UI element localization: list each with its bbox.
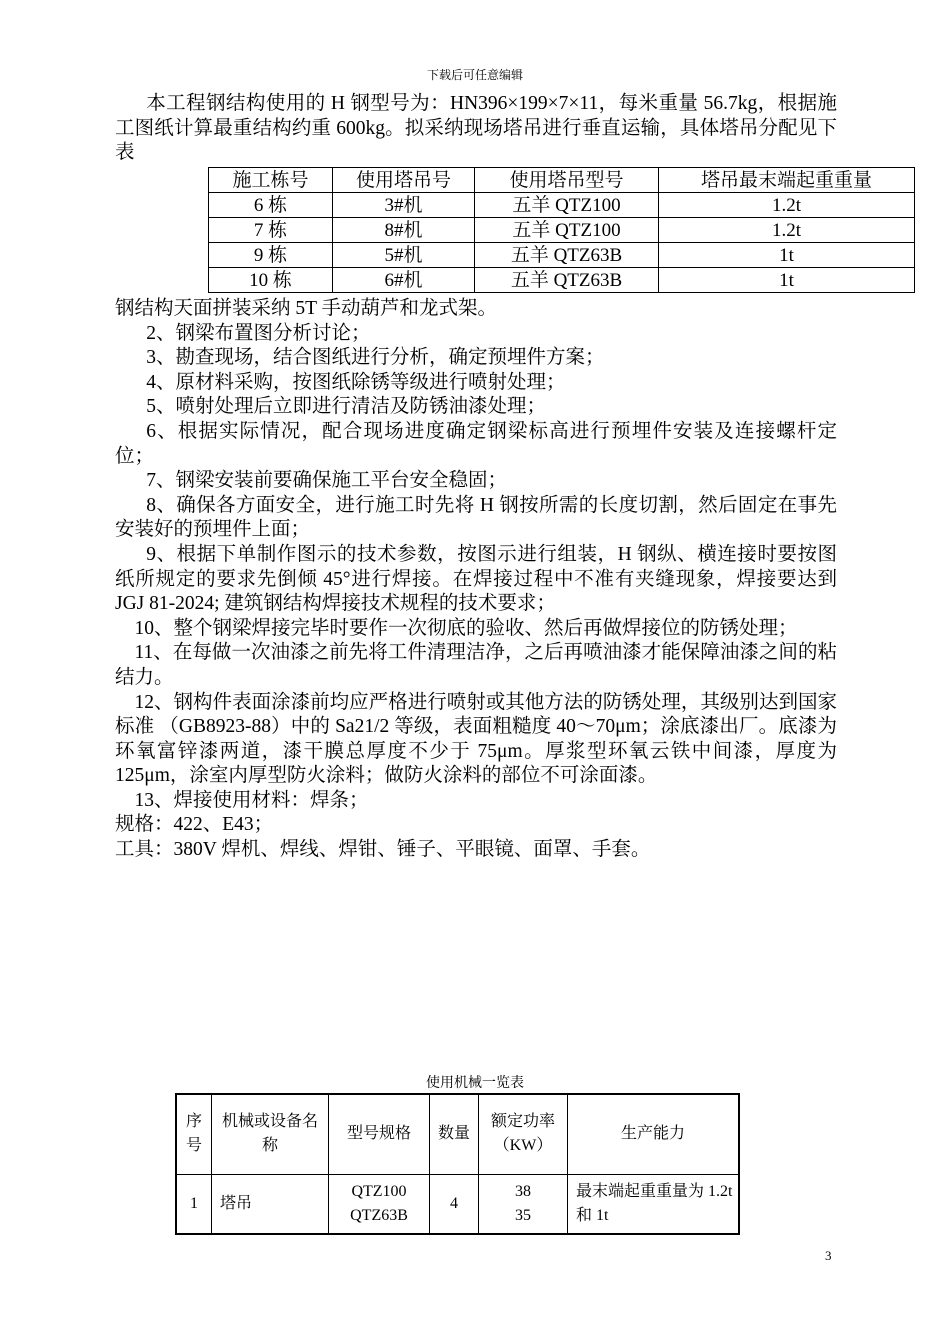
- table-row: [209, 268, 915, 293]
- table-cell: 6 栋: [209, 193, 333, 218]
- table-row: [176, 1174, 739, 1234]
- model-line: QTZ63B: [350, 1206, 408, 1224]
- paragraph: 工具：380V 焊机、焊线、焊钳、锤子、平眼镜、面罩、手套。: [115, 839, 651, 861]
- table-cell: 最末端起重重量为 1.2t 和 1t: [568, 1174, 740, 1234]
- table-row: [209, 193, 915, 218]
- header-cell: 机械或设备名 称: [212, 1094, 329, 1174]
- table-cell: 5#机: [333, 243, 475, 268]
- power-line: 35: [515, 1206, 531, 1224]
- table-header-row: [209, 168, 915, 193]
- header-cell: 数量: [430, 1094, 479, 1174]
- table-row: [209, 218, 915, 243]
- header-note: 下载后可任意编辑: [426, 68, 523, 82]
- paragraph: 4、原材料采购，按图纸除锈等级进行喷射处理；: [146, 371, 566, 393]
- table-cell: 9 栋: [209, 243, 333, 268]
- paragraph: 8、确保各方面安全，进行施工时先将 H 钢按所需的长度切割，然后固定在事先安装好的预埋件上面；: [115, 494, 837, 541]
- model-line: QTZ100: [351, 1182, 407, 1200]
- paragraph: 10、整个钢梁焊接完毕时要作一次彻底的验收、然后再做焊接位的防锈处理；: [134, 617, 798, 639]
- table-cell: 7 栋: [209, 218, 333, 243]
- paragraph: 3、勘查现场，结合图纸进行分析，确定预埋件方案；: [146, 347, 605, 369]
- header-cell: 序号: [176, 1094, 212, 1174]
- table-cell: 塔吊: [212, 1174, 329, 1234]
- table-cell: 1: [176, 1174, 212, 1234]
- intro-paragraph: [115, 92, 837, 166]
- paragraph: 2、钢梁布置图分析讨论；: [146, 322, 371, 344]
- table-cell: 1t: [659, 268, 915, 293]
- page-number: 3: [825, 1248, 832, 1263]
- table-cell: [479, 1174, 568, 1234]
- machine-table: [175, 1093, 740, 1235]
- paragraph: 钢结构天面拼装采纳 5T 手动葫芦和龙式架。: [115, 298, 498, 319]
- table-cell: 6#机: [333, 268, 475, 293]
- table-row: [209, 243, 915, 268]
- intro-text: 本工程钢结构使用的 H 钢型号为：HN396×199×7×11，每米重量 56.7kg，根据施工图纸计算最重结构约重 600kg。拟采纳现场塔吊进行垂直运输，具体塔吊分配见下表: [115, 93, 837, 164]
- paragraph: 11、在每做一次油漆之前先将工件清理洁净，之后再喷油漆才能保障油漆之间的粘结力。: [115, 642, 837, 688]
- table-cell: 五羊 QTZ100: [475, 193, 659, 218]
- paragraph: 7、钢梁安装前要确保施工平台安全稳固；: [146, 470, 507, 492]
- table-cell: 1t: [659, 243, 915, 268]
- table-cell: 五羊 QTZ100: [475, 218, 659, 243]
- table-cell: [329, 1174, 430, 1234]
- table-header-row: [176, 1094, 739, 1174]
- machine-table-caption: 使用机械一览表: [426, 1076, 524, 1091]
- header-cell: 塔吊最末端起重重量: [659, 168, 915, 193]
- table-cell: 1.2t: [659, 218, 915, 243]
- paragraph: 6、根据实际情况，配合现场进度确定钢梁标高进行预埋件安装及连接螺杆定位；: [115, 420, 837, 467]
- header-cell: 施工栋号: [209, 168, 333, 193]
- paragraph: 9、根据下单制作图示的技术参数，按图示进行组装，H 钢纵、横连接时要按图纸所规定的要求先倒倾 45°进行焊接。在焊接过程中不准有夹缝现象，焊接要达到 JGJ 81-2024; 建筑钢结构焊接技术规程的技术要求；: [115, 543, 837, 615]
- paragraph: 规格：422、E43；: [115, 814, 274, 836]
- table-cell: 1.2t: [659, 193, 915, 218]
- table-cell: 8#机: [333, 218, 475, 243]
- header-cell: 型号规格: [329, 1094, 430, 1174]
- header-cell: 生产能力: [568, 1094, 740, 1174]
- table-cell: 10 栋: [209, 268, 333, 293]
- paragraph: 5、喷射处理后立即进行清洁及防锈油漆处理；: [146, 396, 546, 418]
- paragraph: 13、焊接使用材料：焊条；: [134, 789, 369, 811]
- header-cell: 使用塔吊号: [333, 168, 475, 193]
- table-cell: 4: [430, 1174, 479, 1234]
- table-cell: 3#机: [333, 193, 475, 218]
- crane-table: [208, 167, 915, 293]
- procedure-list: [115, 297, 837, 863]
- paragraph: 12、钢构件表面涂漆前均应严格进行喷射或其他方法的防锈处理，其级别达到国家标准 （GB8923-88）中的 Sa21/2 等级，表面粗糙度 40～70μm；涂底漆出厂。底漆为环氧富锌漆两道，漆干膜总厚度不少于 75μm。厚浆型环氧云铁中间漆，厚度为 125μm，涂室内厚型防火涂料；做防火涂料的部位不可涂面漆。: [115, 691, 837, 787]
- table-cell: 五羊 QTZ63B: [475, 268, 659, 293]
- table-cell: 五羊 QTZ63B: [475, 243, 659, 268]
- header-cell: 使用塔吊型号: [475, 168, 659, 193]
- header-cell: 额定功率（KW）: [479, 1094, 568, 1174]
- power-line: 38: [515, 1182, 531, 1200]
